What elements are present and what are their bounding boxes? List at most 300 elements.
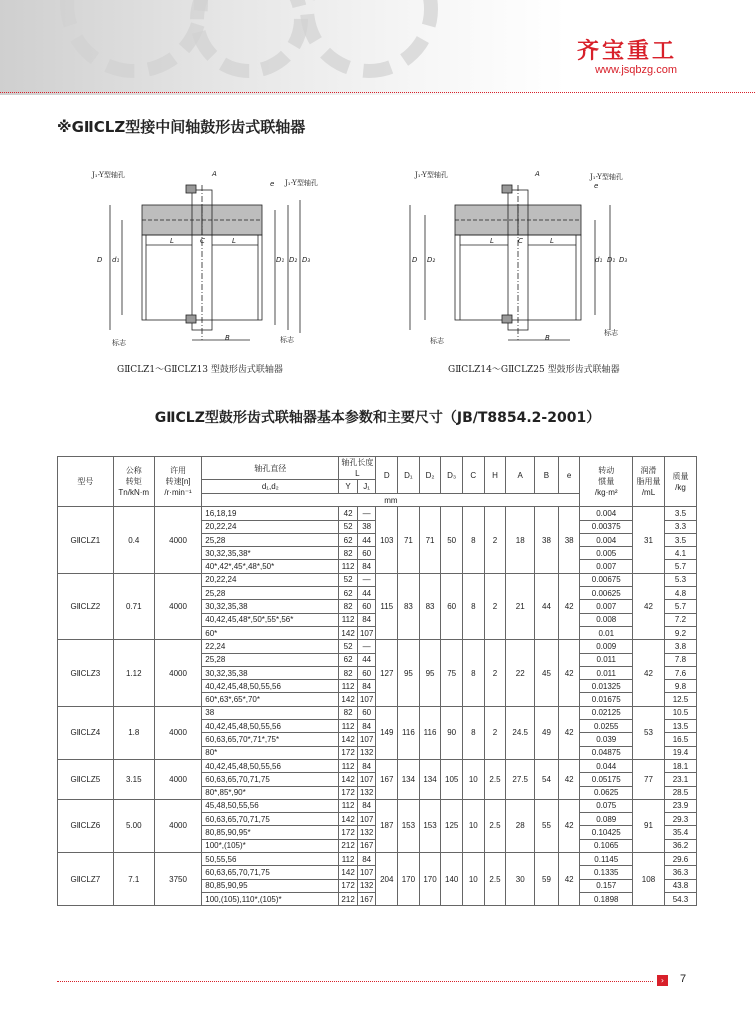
cell-3: 0.05175 [580, 773, 633, 786]
cell-D1: 83 [398, 573, 420, 639]
th-D3: D₃ [441, 457, 463, 494]
cell-4: 28.5 [664, 786, 696, 799]
cell-D3: 50 [441, 507, 463, 573]
th-speed: 许用 转速[n] /r·min⁻¹ [154, 457, 201, 507]
cell-1: 142 [339, 693, 358, 706]
dim-D2: D₂ [427, 256, 436, 264]
cell-1: 82 [339, 600, 358, 613]
cell-3: 0.1145 [580, 853, 633, 866]
cell-1: 112 [339, 720, 358, 733]
cell-0: 100*,(105)* [202, 839, 339, 852]
cell-1: 142 [339, 773, 358, 786]
cell-3: 0.005 [580, 547, 633, 560]
cell-2: 107 [357, 626, 376, 639]
cell-3: 0.011 [580, 653, 633, 666]
cell-e: 42 [558, 640, 580, 706]
cell-D1: 71 [398, 507, 420, 573]
cell-B: 54 [535, 759, 559, 799]
cell-4: 23.1 [664, 773, 696, 786]
dim-D3: D₃ [302, 256, 311, 264]
cell-3: 0.007 [580, 600, 633, 613]
label-bore-type: J₁-Y型轴孔 [285, 179, 318, 187]
cell-0: 60*,63*,65*,70* [202, 693, 339, 706]
cell-model: GⅡCLZ6 [58, 799, 114, 852]
cell-2: 132 [357, 746, 376, 759]
cell-3: 0.04875 [580, 746, 633, 759]
cell-2: — [357, 573, 376, 586]
cell-2: 84 [357, 560, 376, 573]
cell-2: 107 [357, 813, 376, 826]
cell-D: 204 [376, 853, 398, 906]
th-J1: J₁ [357, 480, 376, 494]
cell-torque: 3.15 [113, 759, 154, 799]
brand-url[interactable]: www.jsqbzg.com [595, 64, 677, 76]
cell-2: 132 [357, 826, 376, 839]
cell-2: 60 [357, 600, 376, 613]
cell-speed: 4000 [154, 573, 201, 639]
brand-name: 齐宝重工 [576, 39, 677, 64]
dim-e: e [270, 180, 275, 188]
dim-C: C [200, 237, 205, 245]
cell-1: 52 [339, 640, 358, 653]
th-grease: 润滑 脂用量 /mL [633, 457, 665, 507]
cell-2: 167 [357, 839, 376, 852]
cell-1: 172 [339, 746, 358, 759]
cell-D3: 60 [441, 573, 463, 639]
cell-0: 80* [202, 746, 339, 759]
table-body [58, 507, 697, 906]
cell-4: 9.2 [664, 626, 696, 639]
cell-2: 107 [357, 773, 376, 786]
label-mark: 标志 [280, 336, 294, 344]
cell-D3: 105 [441, 759, 463, 799]
table-row [58, 573, 697, 586]
cell-4: 54.3 [664, 892, 696, 905]
table-title: GⅡCLZ型鼓形齿式联轴器基本参数和主要尺寸（JB/T8854.2-2001） [154, 410, 601, 426]
cell-speed: 4000 [154, 507, 201, 573]
cell-1: 112 [339, 759, 358, 772]
cell-D3: 75 [441, 640, 463, 706]
cell-3: 0.004 [580, 507, 633, 520]
cell-1: 82 [339, 666, 358, 679]
cell-0: 80,85,90,95 [202, 879, 339, 892]
cell-2: 60 [357, 706, 376, 719]
cell-e: 42 [558, 759, 580, 799]
spec-table [57, 456, 697, 906]
cell-4: 18.1 [664, 759, 696, 772]
cell-2: 44 [357, 533, 376, 546]
cell-3: 0.039 [580, 733, 633, 746]
cell-0: 40,42,45,48*,50*,55*,56* [202, 613, 339, 626]
dim-D1: D₁ [607, 256, 616, 264]
cell-3: 0.01 [580, 626, 633, 639]
dim-D: D [97, 256, 103, 264]
cell-3: 0.157 [580, 879, 633, 892]
cell-2: 60 [357, 547, 376, 560]
cell-4: 7.8 [664, 653, 696, 666]
cell-1: 62 [339, 587, 358, 600]
footer-divider [57, 981, 653, 982]
cell-A: 30 [506, 853, 535, 906]
th-bore-dia-sub: d₁,d₂ [202, 480, 339, 494]
cell-grease: 42 [633, 640, 665, 706]
cell-B: 38 [535, 507, 559, 573]
th-unit: mm [202, 494, 580, 507]
cell-0: 20,22,24 [202, 520, 339, 533]
th-D: D [376, 457, 398, 494]
dim-A: A [212, 170, 217, 178]
cell-0: 40,42,45,48,50,55,56 [202, 759, 339, 772]
cell-speed: 4000 [154, 799, 201, 852]
cell-H: 2.5 [484, 853, 506, 906]
cell-3: 0.1335 [580, 866, 633, 879]
cell-3: 0.1065 [580, 839, 633, 852]
coupling-drawing-right [400, 165, 640, 355]
cell-1: 112 [339, 613, 358, 626]
cell-2: 38 [357, 520, 376, 533]
cell-B: 55 [535, 799, 559, 852]
cell-model: GⅡCLZ1 [58, 507, 114, 573]
cell-1: 172 [339, 826, 358, 839]
cell-1: 42 [339, 507, 358, 520]
dim-d1: d₁ [595, 256, 603, 264]
cell-0: 40,42,45,48,50,55,56 [202, 720, 339, 733]
cell-0: 40*,42*,45*,48*,50* [202, 560, 339, 573]
cell-D3: 125 [441, 799, 463, 852]
cell-0: 80*,85*,90* [202, 786, 339, 799]
th-D2: D₂ [419, 457, 441, 494]
dim-e: e [594, 182, 599, 190]
cell-4: 36.3 [664, 866, 696, 879]
cell-C: 8 [463, 640, 485, 706]
cell-4: 5.7 [664, 600, 696, 613]
cell-H: 2 [484, 640, 506, 706]
th-bore-dia: 轴孔直径 [202, 457, 339, 480]
cell-1: 52 [339, 573, 358, 586]
cell-0: 60,63,65,70*,71*,75* [202, 733, 339, 746]
cell-torque: 5.00 [113, 799, 154, 852]
table-row [58, 640, 697, 653]
cell-2: 167 [357, 892, 376, 905]
cell-A: 22 [506, 640, 535, 706]
label-bore-type: J₁-Y型轴孔 [415, 171, 448, 179]
cell-model: GⅡCLZ7 [58, 853, 114, 906]
cell-2: 132 [357, 879, 376, 892]
cell-0: 40,42,45,48,50,55,56 [202, 680, 339, 693]
next-arrow-icon[interactable]: › [657, 975, 668, 986]
label-bore-type: J₁-Y型轴孔 [590, 173, 623, 181]
dim-D3: D₃ [619, 256, 628, 264]
cell-4: 3.5 [664, 533, 696, 546]
label-bore-type: J₁-Y型轴孔 [92, 171, 125, 179]
cell-3: 0.009 [580, 640, 633, 653]
cell-grease: 53 [633, 706, 665, 759]
dim-L: L [550, 237, 554, 245]
cell-B: 59 [535, 853, 559, 906]
cell-D: 115 [376, 573, 398, 639]
cell-4: 5.7 [664, 560, 696, 573]
cell-1: 142 [339, 733, 358, 746]
cell-1: 112 [339, 680, 358, 693]
cell-4: 43.8 [664, 879, 696, 892]
cell-C: 10 [463, 759, 485, 799]
cell-0: 22,24 [202, 640, 339, 653]
cell-D1: 134 [398, 759, 420, 799]
cell-1: 112 [339, 560, 358, 573]
cell-3: 0.01675 [580, 693, 633, 706]
label-mark: 标志 [430, 337, 444, 345]
cell-2: 44 [357, 587, 376, 600]
cell-H: 2.5 [484, 799, 506, 852]
cell-4: 29.3 [664, 813, 696, 826]
page-number: 7 [680, 973, 687, 985]
table-row [58, 759, 697, 772]
cell-1: 212 [339, 839, 358, 852]
header-divider [0, 92, 755, 93]
dim-B: B [225, 334, 230, 342]
cell-speed: 4000 [154, 759, 201, 799]
cell-A: 28 [506, 799, 535, 852]
cell-e: 42 [558, 573, 580, 639]
cell-4: 3.5 [664, 507, 696, 520]
figure-caption-left: GⅡCLZ1～GⅡCLZ13 型鼓形齿式联轴器 [117, 365, 283, 375]
th-torque: 公称 转矩 Tn/kN·m [113, 457, 154, 507]
cell-4: 7.2 [664, 613, 696, 626]
cell-grease: 31 [633, 507, 665, 573]
cell-1: 142 [339, 626, 358, 639]
cell-4: 5.3 [664, 573, 696, 586]
cell-torque: 1.12 [113, 640, 154, 706]
cell-2: 84 [357, 680, 376, 693]
cell-D1: 95 [398, 640, 420, 706]
cell-4: 10.5 [664, 706, 696, 719]
cell-D2: 134 [419, 759, 441, 799]
cell-speed: 4000 [154, 640, 201, 706]
cell-D2: 153 [419, 799, 441, 852]
dim-D2: D₂ [289, 256, 298, 264]
cell-3: 0.007 [580, 560, 633, 573]
cell-0: 30,32,35,38* [202, 547, 339, 560]
cell-D2: 116 [419, 706, 441, 759]
table-header [58, 457, 697, 507]
cell-D3: 140 [441, 853, 463, 906]
cell-4: 29.6 [664, 853, 696, 866]
cell-torque: 7.1 [113, 853, 154, 906]
cell-A: 27.5 [506, 759, 535, 799]
cell-4: 4.8 [664, 587, 696, 600]
cell-H: 2 [484, 573, 506, 639]
cell-D2: 95 [419, 640, 441, 706]
cell-4: 36.2 [664, 839, 696, 852]
label-mark: 标志 [112, 339, 126, 347]
cell-D1: 170 [398, 853, 420, 906]
th-inertia: 转动 惯量 /kg·m² [580, 457, 633, 507]
dim-C: C [518, 237, 523, 245]
cell-e: 42 [558, 706, 580, 759]
th-A: A [506, 457, 535, 494]
cell-0: 100,(105),110*,(105)* [202, 892, 339, 905]
dim-L: L [170, 237, 174, 245]
figure-caption-right: GⅡCLZ14～GⅡCLZ25 型鼓形齿式联轴器 [448, 365, 620, 375]
cell-D: 127 [376, 640, 398, 706]
cell-C: 8 [463, 573, 485, 639]
cell-torque: 0.71 [113, 573, 154, 639]
cell-D: 167 [376, 759, 398, 799]
table-row [58, 507, 697, 520]
cell-1: 62 [339, 533, 358, 546]
th-model: 型号 [58, 457, 114, 507]
cell-1: 82 [339, 706, 358, 719]
cell-D: 149 [376, 706, 398, 759]
cell-2: 84 [357, 759, 376, 772]
th-e: e [558, 457, 580, 494]
cell-model: GⅡCLZ2 [58, 573, 114, 639]
cell-D1: 153 [398, 799, 420, 852]
cell-2: 84 [357, 799, 376, 812]
cell-2: — [357, 507, 376, 520]
th-mass: 质量 /kg [664, 457, 696, 507]
cell-2: 84 [357, 720, 376, 733]
cell-C: 8 [463, 706, 485, 759]
cell-3: 0.00675 [580, 573, 633, 586]
cell-0: 20,22,24 [202, 573, 339, 586]
cell-B: 45 [535, 640, 559, 706]
cell-0: 45,48,50,55,56 [202, 799, 339, 812]
dim-D1: D₁ [276, 256, 285, 264]
cell-e: 38 [558, 507, 580, 573]
cell-3: 0.089 [580, 813, 633, 826]
cell-0: 16,18,19 [202, 507, 339, 520]
cell-C: 10 [463, 799, 485, 852]
dim-L: L [490, 237, 494, 245]
cell-1: 172 [339, 786, 358, 799]
th-D1: D₁ [398, 457, 420, 494]
th-H: H [484, 457, 506, 494]
table-row [58, 853, 697, 866]
cell-D1: 116 [398, 706, 420, 759]
cell-4: 35.4 [664, 826, 696, 839]
th-B: B [535, 457, 559, 494]
cell-2: — [357, 640, 376, 653]
dim-A: A [535, 170, 540, 178]
cell-3: 0.011 [580, 666, 633, 679]
cell-3: 0.02125 [580, 706, 633, 719]
cell-4: 4.1 [664, 547, 696, 560]
cell-2: 107 [357, 866, 376, 879]
cell-3: 0.10425 [580, 826, 633, 839]
cell-0: 60,63,65,70,71,75 [202, 866, 339, 879]
cell-C: 10 [463, 853, 485, 906]
cell-grease: 42 [633, 573, 665, 639]
cell-4: 3.8 [664, 640, 696, 653]
cell-4: 16.5 [664, 733, 696, 746]
cell-4: 12.5 [664, 693, 696, 706]
cell-e: 42 [558, 853, 580, 906]
cell-D3: 90 [441, 706, 463, 759]
cell-0: 60,63,65,70,71,75 [202, 773, 339, 786]
cell-1: 212 [339, 892, 358, 905]
cell-torque: 0.4 [113, 507, 154, 573]
cell-H: 2 [484, 706, 506, 759]
cell-A: 21 [506, 573, 535, 639]
cell-torque: 1.8 [113, 706, 154, 759]
cell-e: 42 [558, 799, 580, 852]
cell-A: 18 [506, 507, 535, 573]
cell-model: GⅡCLZ5 [58, 759, 114, 799]
cell-speed: 4000 [154, 706, 201, 759]
cell-model: GⅡCLZ3 [58, 640, 114, 706]
cell-D: 187 [376, 799, 398, 852]
cell-B: 44 [535, 573, 559, 639]
cell-0: 60* [202, 626, 339, 639]
dim-L: L [232, 237, 236, 245]
cell-D: 103 [376, 507, 398, 573]
cell-4: 9.8 [664, 680, 696, 693]
cell-0: 25,28 [202, 587, 339, 600]
cell-2: 84 [357, 853, 376, 866]
cell-3: 0.008 [580, 613, 633, 626]
cell-1: 172 [339, 879, 358, 892]
cell-D2: 170 [419, 853, 441, 906]
cell-3: 0.0625 [580, 786, 633, 799]
table-row [58, 799, 697, 812]
cell-1: 52 [339, 520, 358, 533]
cell-4: 13.5 [664, 720, 696, 733]
th-Y: Y [339, 480, 358, 494]
label-mark: 标志 [604, 329, 618, 337]
cell-0: 30,32,35,38 [202, 600, 339, 613]
cell-1: 112 [339, 853, 358, 866]
cell-4: 23.9 [664, 799, 696, 812]
cell-1: 62 [339, 653, 358, 666]
cell-0: 38 [202, 706, 339, 719]
cell-4: 3.3 [664, 520, 696, 533]
cell-grease: 91 [633, 799, 665, 852]
cell-3: 0.0255 [580, 720, 633, 733]
cell-grease: 108 [633, 853, 665, 906]
cell-0: 60,63,65,70,71,75 [202, 813, 339, 826]
section-title: ※GⅡCLZ型接中间轴鼓形齿式联轴器 [57, 118, 306, 136]
th-C: C [463, 457, 485, 494]
cell-model: GⅡCLZ4 [58, 706, 114, 759]
cell-H: 2 [484, 507, 506, 573]
cell-2: 84 [357, 613, 376, 626]
cell-1: 142 [339, 813, 358, 826]
cell-3: 0.01325 [580, 680, 633, 693]
dim-D: D [412, 256, 418, 264]
cell-D2: 71 [419, 507, 441, 573]
cell-0: 25,28 [202, 533, 339, 546]
dim-B: B [545, 334, 550, 342]
cell-1: 82 [339, 547, 358, 560]
cell-3: 0.00625 [580, 587, 633, 600]
cell-3: 0.044 [580, 759, 633, 772]
cell-A: 24.5 [506, 706, 535, 759]
cell-3: 0.00375 [580, 520, 633, 533]
th-bore-len: 轴孔长度L [339, 457, 376, 480]
cell-1: 142 [339, 866, 358, 879]
cell-0: 50,55,56 [202, 853, 339, 866]
cell-4: 19.4 [664, 746, 696, 759]
cell-3: 0.004 [580, 533, 633, 546]
cell-1: 112 [339, 799, 358, 812]
cell-2: 107 [357, 733, 376, 746]
cell-0: 25,28 [202, 653, 339, 666]
cell-4: 7.6 [664, 666, 696, 679]
cell-3: 0.075 [580, 799, 633, 812]
table-row [58, 706, 697, 719]
cell-grease: 77 [633, 759, 665, 799]
